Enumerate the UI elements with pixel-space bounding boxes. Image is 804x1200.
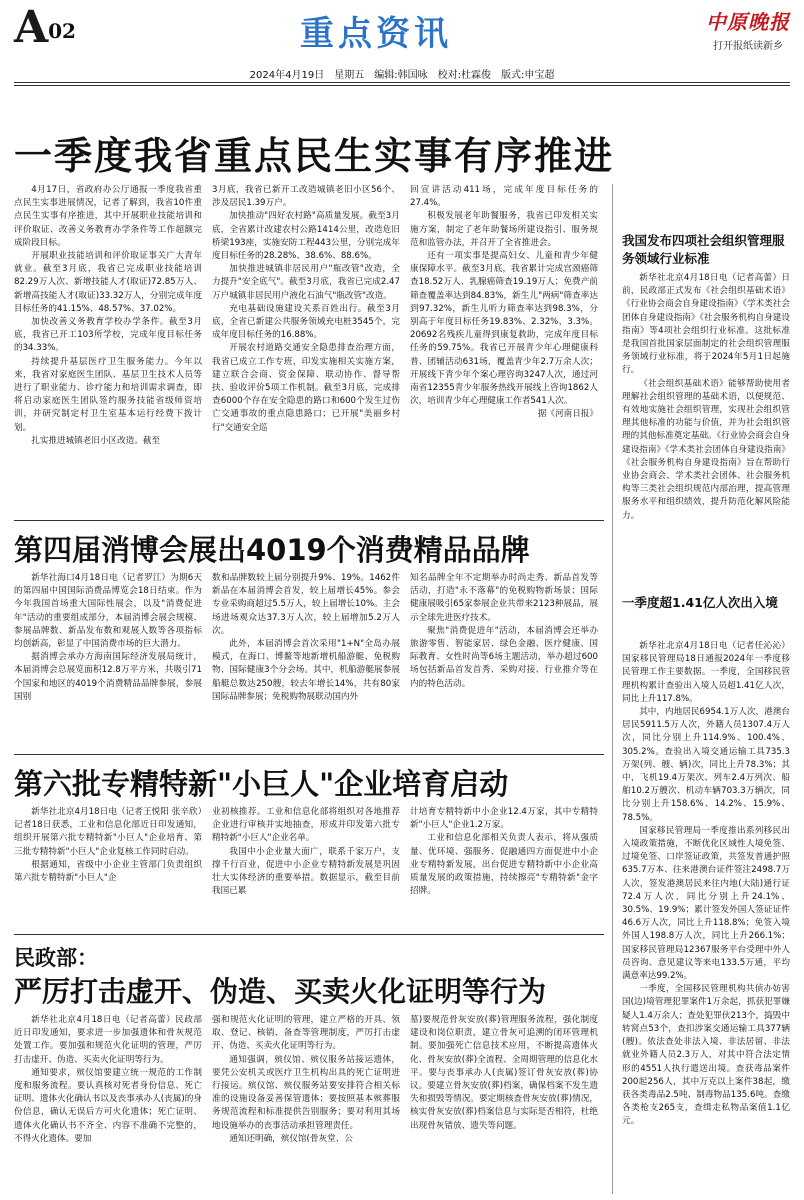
sidebar2-body xyxy=(622,640,790,1194)
story3-col3 xyxy=(410,806,598,928)
paragraph: 积极发展老年助餐服务，我省已印发相关实施方案，制定了老年助餐场所建设指引、服务规范和监管办法，并召开了全省推进会。 xyxy=(410,211,598,248)
paragraph: 通知强调，殡仪馆、殡仪服务站接运遗体，要凭公安机关或医疗卫生机构出具的死亡证明进行接运。殡仪馆、殡仪服务站要安排符合相关标准的设施设备妥善保管遗体；要按照基本殡葬服务规范流程和标准提供告别服务；要对利用其场地设施举办的丧事活动承担管理责任。 xyxy=(212,1054,400,1131)
page-number xyxy=(14,2,76,53)
story2-rule xyxy=(14,520,604,521)
story4-col1 xyxy=(14,1014,202,1194)
header-rule xyxy=(14,82,790,83)
paragraph: 充电基础设施建设关系百姓出行。截至3月底，全省已新建公共服务领域充电桩3545个，完成年度目标任务的16.88%。 xyxy=(212,303,400,341)
story2-col1 xyxy=(14,572,202,750)
paragraph: 此外，本届消博会首次采用"1+N"全岛办展模式，在海口、博鳌等地新增机船游艇、免税购物、国际健康3个分会场。其中，机船游艇展参展船艇总数达250艘，较去年增长14%，共有80家国际品牌参展；免税购物展联动国内外 xyxy=(212,639,400,702)
paragraph: 回宣讲活动411场，完成年度目标任务的27.4%。 xyxy=(410,185,598,209)
paragraph: 工业和信息化部相关负责人表示，将从强质量、优环境、强服务、促融通四方面促进中小企业专精特新发展，出台促进专精特新中小企业高质量发展的政策措施，持续擦亮"专精特新"金字招牌。 xyxy=(410,833,598,897)
story2-headline: 第四届消博会展出4019个消费精品品牌 xyxy=(14,533,530,567)
story3-rule xyxy=(14,754,604,755)
paragraph: 新华社北京4月18日电（记者任沁沁）国家移民管理局18日通报2024年一季度移民管理工作主要数据。一季度，全国移民管理机构累计查验出入境人员超1.41亿人次，同比上升117.8%。 xyxy=(622,641,790,704)
paragraph: 据消博会承办方海南国际经济发展局统计，本届消博会总展览面积12.8万平方米，共吸引71个国家和地区的4019个消费精品品牌参展，参展国别 xyxy=(14,652,202,702)
section-title: 重点资讯 xyxy=(300,14,452,54)
story3-col2 xyxy=(212,806,400,928)
story4-headline: 严厉打击虚开、伪造、买卖火化证明等行为 xyxy=(14,975,547,1008)
page-letter: A xyxy=(14,2,49,53)
header-rule-thin xyxy=(14,85,790,86)
paragraph: 通知要求，殡仪馆要建立统一规范的工作制度和服务流程。要认真核对死者身份信息、死亡证明、遗体火化确认书以及丧事承办人(丧属)的身份信息，确认无误后方可火化遗体；死亡证明、遗体火化确认书不齐全、内容不准确不完整的，不得火化遗体。要加 xyxy=(14,1067,202,1144)
page-digits: 02 xyxy=(48,19,76,43)
brand-slogan: 打开报纸读新乡 xyxy=(713,41,783,52)
paragraph: 开展职业技能培训和评价取证事关广大青年就业。截至3月底，我省已完成职业技能培训82.29万人次、新增技能人才(取证)72.85万人、新增高技能人才(取证)33.32万人，分别完成年度目标任务的41.15%、48.57%、37.02%。 xyxy=(14,251,202,314)
story3-col1 xyxy=(14,806,202,928)
sidebar1-title: 我国发布四项社会组织管理服务领域行业标准 xyxy=(622,233,785,266)
story3-headline: 第六批专精特新"小巨人"企业培育启动 xyxy=(14,767,509,801)
paragraph: 加快推进城镇非居民用户"瓶改管"改造，全力提升"安全底气"。截至3月底，我省已完成2.47万户城镇非居民用户液化石油气"瓶改管"改造。 xyxy=(212,264,400,301)
paragraph: 国家移民管理局一季度推出系列移民出入境政策措施，不断优化区域性人境免签、过境免签、口岸签证政策，共签发普通护照635.7万本、往来港澳台证件签注2498.7万人次，签发港澳居民来往内地(大陆)通行证72.4万人次，同比分别上升24.1%、30.5%、19.9%；累计签发外国人签证证件46.6万人次，同比上升118.8%；免签入境外国人198.8万人次，同比上升266.1%；国家移民管理局12367服务平台受理中外人员咨询、意见建议等来电133.5万通，平均满意率达99.2%。 xyxy=(622,825,790,982)
paragraph: 新华社北京4月18日电（记者高蕾）民政部近日印发通知，要求进一步加强遗体和骨灰规范处置工作。要加强和规范火化证明的管理，严厉打击虚开、伪造、买卖火化证明等行为。 xyxy=(14,1015,202,1065)
paragraph: 加快改善义务教育学校办学条件。截至3月底，我省已开工103所学校，完成年度目标任务的34.33%。 xyxy=(14,317,202,354)
paragraph: 3月底，我省已新开工改造城镇老旧小区56个、涉及居民1.39万户。 xyxy=(212,185,400,209)
newspaper-logo xyxy=(706,6,790,52)
paragraph: 持续提升基层医疗卫生服务能力。今年以来，我省对家庭医生团队、基层卫生技术人员等进行了职业能力、诊疗能力和培训需求调查，即将启动家庭医生团队签约服务技能省级师资培训，并研究制定村卫生室基本运行经费下拨计划。 xyxy=(14,356,202,433)
sidebar2-title: 一季度超1.41亿人次出入境 xyxy=(622,595,778,610)
story1-col1 xyxy=(14,184,202,514)
paragraph: 开展农村道路交通安全隐患排查治理方面，我省已成立工作专班，印发实施相关实施方案，建立联合会商、资金保障、联动协作、督导帮扶、验收评价5项工作机制。截至3月底，完成排查6000个存在安全隐患的路口和600个发生过伤亡交通事故的重点隐患路口；已开展"美丽乡村行"交通安全巡 xyxy=(212,343,400,433)
story1-col2 xyxy=(212,184,400,514)
sidebar1-body xyxy=(622,272,790,572)
paragraph: 新华社海口4月18日电（记者罗江）为期6天的第四届中国国际消费品博览会18日结束。作为今年我国首场重大国际性展会，以及"消费促进年"活动的重要组成部分，本届消博会展会规模、参展品牌数、新品发布数和观展人数等各项指标均创新高，彰显了中国消费市场的巨大潜力。 xyxy=(14,573,202,650)
story2-col2 xyxy=(212,572,400,750)
story2-col3 xyxy=(410,572,598,750)
paragraph: 扎实推进城镇老旧小区改造。截至 xyxy=(31,435,161,446)
paragraph: 新华社北京4月18日电（记者高蕾）日前，民政部正式发布《社会组织基础术语》《行业协会商会自身建设指南》《学术类社会团体自身建设指南》《社会服务机构自身建设指南》等4项社会组织行业标准。这批标准是我国首批国家层面制定的社会组织管理服务领域行业标准，将于2024年5月1日起施行。 xyxy=(622,273,790,376)
paragraph: 还有一项实事是提高妇女、儿童和青少年健康保障水平。截至3月底，我省累计完成宫颈癌筛查18.52万人、乳腺癌筛查19.19万人；免费产前筛查覆盖率达到84.83%，新生儿"两病"筛查率达到97.32%，新生儿听力筛查率达到98.3%，分别高于年度目标任务19.83%、2.32%、3.3%。20692名残疾儿童得到康复救助，完成年度目标任务的59.75%。我省已开展青少年心理健康科普、团辅活动631场，覆盖青少年2.7万余人次；开展线下青少年个案心理咨询3247人次，通过河南省12355青少年服务热线开展线上咨询1862人次，培训青少年心理健康工作者541人次。 xyxy=(410,251,598,407)
paragraph: 计培育专精特新中小企业12.4万家，其中专精特新"小巨人"企业1.2万家。 xyxy=(410,807,598,831)
story1-headline: 一季度我省重点民生实事有序推进 xyxy=(14,134,615,178)
brand-name: 中原晚报 xyxy=(706,10,790,34)
paragraph: 一季度，全国移民管理机构共侦办妨害国(边)境管理犯罪案件1万余起，抓获犯罪嫌疑人1.4万余人；查处犯罪伙213个，捣毁中转窝点53个，查扣涉案交通运输工具377辆(艘)。依法查处非法入境、非法居留、非法就业外籍人员2.3万人，对其中符合法定情形的4551人执行遣送出境。查获毒品案件200起256人，其中万克以上案件38起，缴获各类毒品2.5吨、制毒物品135.6吨。查缴各类枪支265支，查缉走私物品案值1.1亿元。 xyxy=(622,984,790,1127)
paragraph: 4月17日，省政府办公厅通报一季度我省重点民生实事进展情况，记者了解到，我省10件重点民生实事有序推进，其中开展职业技能培训和评价取证、改善义务教育办学条件等工作超额完成阶段目标。 xyxy=(14,185,202,248)
paragraph: 加快推动"四好农村路"高质量发展。截至3月底，全省累计改建农村公路1414公里，改造危旧桥梁193座，实施安防工程443公里，分别完成年度目标任务的28.28%、38.6%、88.6%。 xyxy=(212,211,400,262)
dateline: 2024年4月19日 星期五 编辑:韩国咏 校对:杜霖俊 版式:申宝超 xyxy=(249,70,555,81)
paragraph: 墓)要规范骨灰安放(葬)管理服务流程，强化制度建设和岗位职责，建立骨灰可追溯的闭环管理机制。要加强死亡信息技术应用，不断提高遗体火化、骨灰安放(葬)全流程、全周期管理的信息化水平。要与丧事承办人(丧属)签订骨灰安放(葬)协议。要建立骨灰安放(葬)档案，确保档案不发生遗失和损毁等情况。要定期核查骨灰安放(葬)情况，核实骨灰安放(葬)档案信息与实际是否相符，杜绝出现骨灰错放、遗失等问题。 xyxy=(410,1015,598,1131)
paragraph: 聚焦"消费促进年"活动，本届消博会还举办旅游零售、智能家居、绿色金融、医疗健康、国际教育、女性时尚等6场主题活动，举办超过600场包括新品首发首秀、采购对接、行业推介等在内的特色活动。 xyxy=(410,625,598,689)
paragraph: 业初核推荐。工业和信息化部将组织对各地推荐企业进行审核并实地抽查，形成并印发第六批专精特新"小巨人"企业名单。 xyxy=(212,807,400,844)
story4-col2 xyxy=(212,1014,400,1194)
paragraph: 《社会组织基础术语》能够帮助使用者理解社会组织管理的基础术语，以便规范、有效地实施社会组织管理，实现社会组织管理其他标准的功能与价值，并为社会组织管理的其他标准奠定基础。《行业协会商会自身建设指南》《学术类社会团体自身建设指南》《社会服务机构自身建设指南》旨在帮助行业协会商会、学术类社会团体、社会服务机构等三类社会组织规范内部治理，提高管理服务水平和组织绩效，提升防范化解风险能力。 xyxy=(622,378,790,521)
story1-col3 xyxy=(410,184,598,514)
paragraph: 我国中小企业量大面广，联系千家万户，支撑千行百业，促进中小企业专精特新发展是巩固壮大实体经济的重要举措。数据显示，截至目前我国已累 xyxy=(212,846,400,897)
paragraph: 根据通知，省级中小企业主管部门负责组织第六批专精特新"小巨人"企 xyxy=(14,859,202,884)
story1-source: 据《河南日报》 xyxy=(537,409,598,420)
masthead xyxy=(0,0,804,62)
story4-col3 xyxy=(410,1014,598,1194)
paragraph: 通知还明确，殡仪馆(骨灰堂、公 xyxy=(229,1133,353,1144)
paragraph: 新华社北京4月18日电（记者王悦阳 张辛欣）记者18日获悉，工业和信息化部近日印发通知，组织开展第六批专精特新"小巨人"企业培育、第三批专精特新"小巨人"企业复核工作同时启动。 xyxy=(14,807,202,857)
story4-rule xyxy=(14,934,604,935)
story4-kicker: 民政部： xyxy=(14,946,98,970)
paragraph: 数和品牌数较上届分别提升9%、19%。1462件新品在本届消博会首发，较上届增长45%。参会专业采购商超过5.5万人，较上届增长10%。主会场进场观众达37.3万人次，较上届增加5.2万人次。 xyxy=(212,573,400,636)
paragraph: 知名品牌全年不定期举办时尚走秀、新品首发等活动，打造"永不落幕"的免税购物新场景；国际健康展吸引65家参展企业共带来2123种展品，展示全球先进医疗技术。 xyxy=(410,573,598,623)
sidebar-divider xyxy=(612,184,613,1194)
paragraph: 强和规范火化证明的管理，建立严格的开具、领取、登记、核销、备查等管理制度，严厉打击虚开、伪造、买卖火化证明等行为。 xyxy=(212,1015,400,1052)
paragraph: 其中，内地居民6954.1万人次，港澳台居民5911.5万人次，外籍人员1307.4万人次，同比分别上升114.9%、100.4%、305.2%。查验出入境交通运输工具735.3万架(列、艘、辆)次，同比上升78.3%；其中，飞机19.4万架次、列车2.4万列次、船舶10.2万艘次、机动车辆703.3万辆次，同比分别上升158.6%、14.2%、15.9%、78.5%。 xyxy=(622,707,790,823)
